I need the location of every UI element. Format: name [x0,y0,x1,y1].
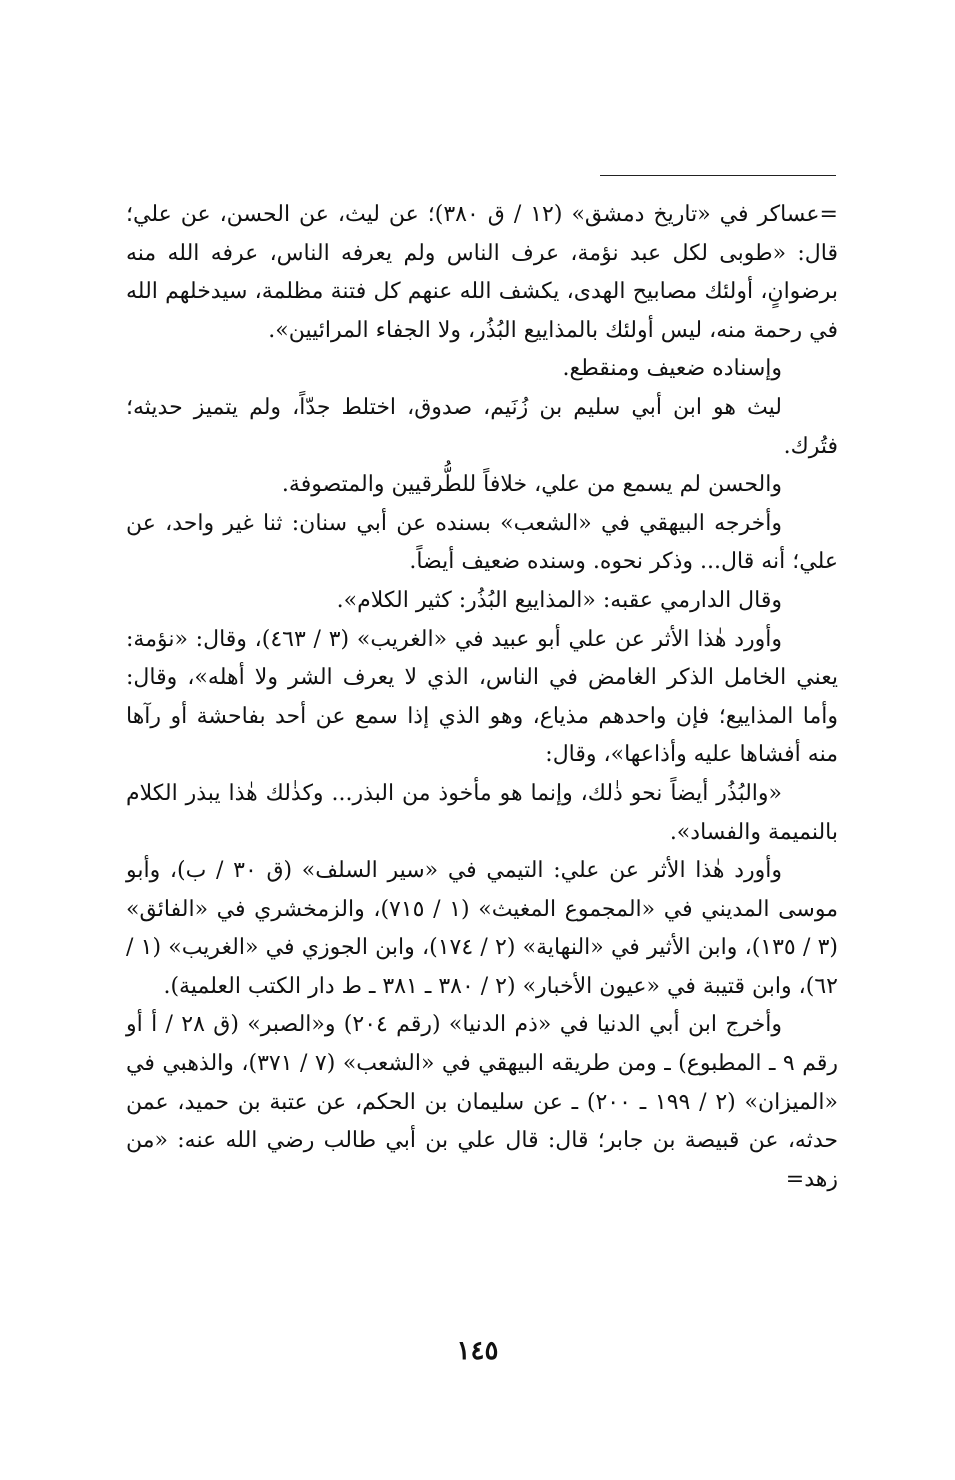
paragraph: وإسناده ضعيف ومنقطع. [562,356,782,382]
footnote-separator-rule [600,175,836,176]
paragraph: وأورد هٰذا الأثر عن علي أبو عبيد في «الغريب» (٣ / ٤٦٣)، وقال: «نؤمة: يعني الخامل الذكر الغامض في الناس، الذي لا يعرف الشر ولا أهله»، وقال: وأما المذاييع؛ فإن واحدهم مذياع، وهو الذي إذا سمع عن أحد بفاحشة أو رآها منه أفشاها عليه وأذاعها»، وقال: [126,626,838,768]
paragraph: والحسن لم يسمع من علي، خلافاً للطُّرقيين والمتصوفة. [281,472,782,498]
paragraph: وأخرجه البيهقي في «الشعب» بسنده عن أبي سنان: ثنا غير واحد، عن علي؛ أنه قال... وذكر نحوه. وسنده ضعيف أيضاً. [126,510,838,575]
paragraph: ليث هو ابن أبي سليم بن زُنَيم، صدوق، اختلط جدّاً، ولم يتميز حديثه؛ فتُرك. [126,394,838,459]
paragraph: وقال الدارمي عقبه: «المذاييع البُذُر: كثير الكلام». [336,587,782,613]
paragraph: =عساكر في «تاريخ دمشق» (١٢ / ق ٣٨٠)؛ عن ليث، عن الحسن، عن علي؛ قال: «طوبى لكل عبد نؤمة، عرف الناس ولم يعرفه الناس، عرفه الله منه برضوانٍ، أولئك مصابيح الهدى، يكشف الله عنهم كل فتنة مظلمة، سيدخلهم الله في رحمة منه، ليس أولئك بالمذاييع البُذُر، ولا الجفاء المرائيين». [126,202,838,343]
paragraph: وأورد هٰذا الأثر عن علي: التيمي في «سير السلف» (ق ٣٠ / ب)، وأبو موسى المديني في «المجموع المغيث» (١ / ٧١٥)، والزمخشري في «الفائق» (٣ / ١٣٥)، وابن الأثير في «النهاية» (٢ / ١٧٤)، وابن الجوزي في «الغريب» (١ / ٦٢)، وابن قتيبة في «عيون الأخبار» (٢ / ٣٨٠ ـ ٣٨١ ـ ط دار الكتب العلمية). [126,858,839,999]
paragraph: وأخرج ابن أبي الدنيا في «ذم الدنيا» (رقم ٢٠٤) و«الصبر» (ق ٢٨ / أ أو رقم ٩ ـ المطبوع) ـ ومن طريقه البيهقي في «الشعب» (٧ / ٣٧١)، والذهبي في «الميزان» (٢ / ١٩٩ ـ ٢٠٠) ـ عن سليمان بن الحكم، عن عتبة بن حميد، عمن حدثه، عن قبيصة بن جابر؛ قال: قال علي بن أبي طالب رضي الله عنه: «من زهد= [126,1012,839,1192]
footnote-body [126,196,838,1199]
paragraph: «والبُذُر أيضاً نحو ذٰلك، وإنما هو مأخوذ من البذر... وكذٰلك هٰذا يبذر الكلام بالنميمة والفساد». [126,780,838,845]
page-number: ١٤٥ [456,1336,499,1366]
